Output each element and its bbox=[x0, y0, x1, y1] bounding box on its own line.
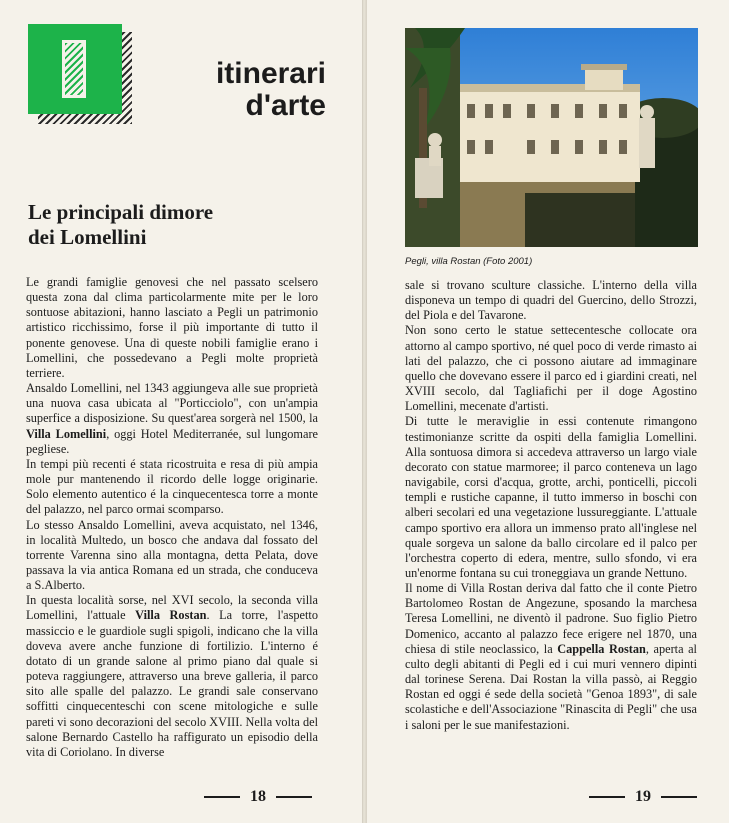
right-page bbox=[367, 0, 729, 823]
heading-line-1: Le principali dimore bbox=[28, 200, 214, 224]
paragraph: In questa località sorse, nel XVI secolo, la seconda villa Lomellini, l'attuale Villa Rostan. La torre, l'aspetto massiccio e le guardiole sugli spigoli, indicano che la villa doveva avere anche funzione di fortilizio. L'interno é dotato di un grande salone al primo piano dal quale si poteva raggiungere, attraverso una breve galleria, il parco sito alle spalle del palazzo. Le grandi sale conservano soffitti cinquecenteschi con scene mitologiche e sulle pareti vi sono decorazioni del secolo XVIII. Nella volta del salone Bernardo Castello ha raffigurato un episodio della vita di Coriolano. In diverse bbox=[26, 593, 318, 759]
photo-caption: Pegli, villa Rostan (Foto 2001) bbox=[405, 256, 533, 267]
heading-line-2: dei Lomellini bbox=[28, 225, 147, 249]
page-number-left bbox=[204, 788, 312, 806]
section-title-line-2: d'arte bbox=[245, 89, 326, 122]
left-body-text bbox=[26, 275, 318, 760]
paragraph: sale si trovano sculture classiche. L'interno della villa disponeva un tempo di quadri del Guercino, dello Strozzi, del Piola e del Tavarone. bbox=[405, 278, 697, 323]
section-title bbox=[196, 58, 326, 122]
left-page bbox=[0, 0, 362, 823]
villa-rostan-photo bbox=[405, 28, 698, 247]
section-title-line-1: itinerari bbox=[215, 57, 326, 90]
paragraph: Le grandi famiglie genovesi che nel passato scelsero questa zona dal clima particolarmente mite per le loro sontuose abitazioni, hanno lasciato a Pegli un patrimonio artistico ricchissimo, forse il più importante di tutto il ponente genovese. Una di queste nobili famiglie erano i Lomellini, che possedevano a Pegli molte proprietà terriere. bbox=[26, 275, 318, 380]
itinerari-logo-icon bbox=[28, 24, 132, 124]
page-number: 19 bbox=[635, 788, 651, 805]
page-number: 18 bbox=[250, 788, 266, 805]
paragraph: Non sono certo le statue settecentesche collocate ora attorno al campo sportivo, né quel poco di verde rimasto ai lati del palazzo, che ci possono aiutare ad immaginare quello che dovevano essere il parco ed i giardini creati, nel XVIII secolo, dal Tagliafichi per il doge Agostino Lomellini, mecenate d'artisti. bbox=[405, 323, 697, 414]
paragraph: Di tutte le meraviglie in essi contenute rimangono testimonianze scritte da ospiti della famiglia Lomellini. Alla sontuosa dimora si accedeva attraverso un largo viale decorato con statue marmoree; il parco conteneva un lago navigabile, corsi d'acqua, grotte, archi, ponticelli, piccoli templi e rustiche capanne, il tutto immerso in boschi con alberi secolari ed una vegetazione lussureggiante. L'attuale campo sportivo era allora un immenso prato all'inglese nel quale sorgeva un salone da ballo circolare ed il palco per l'orchestra coperto di edera, mentre, sullo sfondo, vi era un'enorme fontana su cui troneggiava un grande Nettuno. bbox=[405, 414, 697, 580]
paragraph: Ansaldo Lomellini, nel 1343 aggiungeva alle sue proprietà una nuova casa ubicata al "Porticciolo", con un'ampia superfice a disposizione. Su quest'area sorgerà nel 1500, la Villa Lomellini, oggi Hotel Mediterranée, sul lungomare pegliese. bbox=[26, 381, 319, 456]
page-number-right bbox=[589, 788, 697, 806]
article-heading bbox=[28, 200, 328, 250]
paragraph: Lo stesso Ansaldo Lomellini, aveva acquistato, nel 1346, in località Multedo, un bosco che andava dal fossato del torrente Varenna sino alla montagna, detta Pelata, dove passava la via antica Romana ed un strada, che conduceva a S.Alberto. bbox=[26, 517, 318, 593]
paragraph: Il nome di Villa Rostan deriva dal fatto che il conte Pietro Bartolomeo Rostan de Angezune, sposando la marchesa Teresa Lomellini, ne diventò il padrone. Suo figlio Pietro Domenico, accanto al palazzo fece erigere nel 1870, una chiesa di stile neoclassico, la Cappella Rostan, aperta al culto degli abitanti di Pegli ed i cui muri vennero dipinti dal torinese Serena. Dai Rostan la villa passò, ai Reggio Rostan ed oggi é sede della società "Genoa 1893", di sale scolastiche e dell'Associazione "Rinascita di Pegli" che usa i saloni per le sue manifestazioni. bbox=[405, 581, 697, 732]
right-body-text bbox=[405, 278, 697, 733]
paragraph: In tempi più recenti é stata ricostruita e resa di più ampia mole pur mantenendo il ricordo delle logge originarie. Solo elemento autentico é la cinquecentesca torre a monte del palazzo, nel parco ormai scomparso. bbox=[26, 456, 318, 517]
